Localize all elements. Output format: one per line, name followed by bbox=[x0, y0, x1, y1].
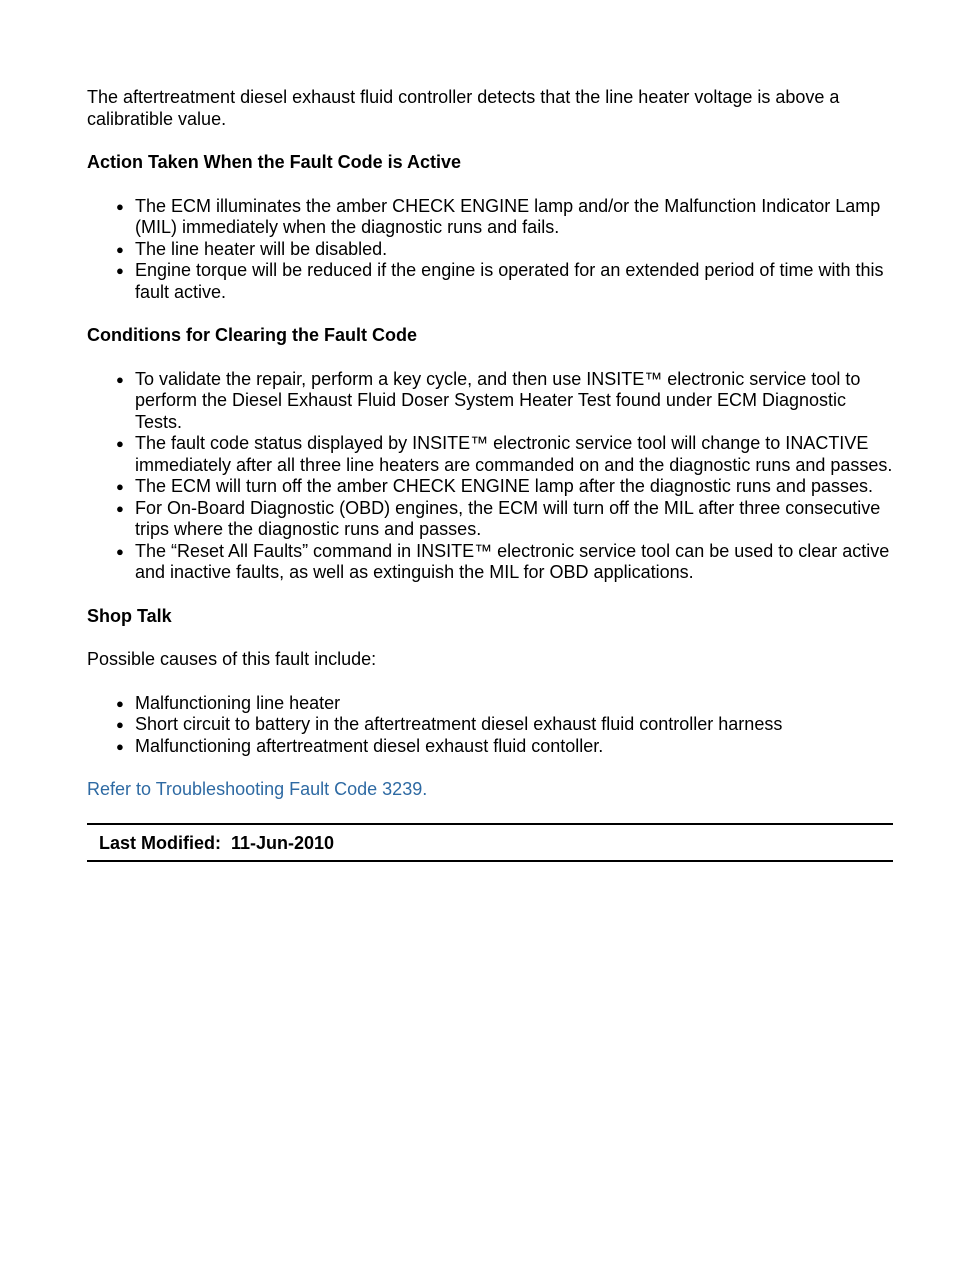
clearing-list bbox=[87, 369, 893, 584]
bullet-icon: ● bbox=[116, 263, 124, 278]
list-item: ● The line heater will be disabled. bbox=[116, 238, 388, 259]
list-item: ● The fault code status displayed by INSITE™ electronic service tool will change to INACTIVE immediately after all three line heaters are commanded on and the diagnostic runs and passes. bbox=[116, 433, 893, 475]
causes-list bbox=[87, 693, 893, 758]
bullet-icon: ● bbox=[116, 738, 124, 754]
action-list bbox=[87, 196, 893, 304]
bullet-icon: ● bbox=[116, 479, 124, 494]
bullet-icon: ● bbox=[116, 198, 124, 214]
last-modified-bar: Last Modified: 11-Jun-2010 bbox=[87, 823, 893, 863]
list-item: ● Malfunctioning aftertreatment diesel exhaust fluid contoller. bbox=[116, 735, 604, 756]
list-item: ● Engine torque will be reduced if the engine is operated for an extended period of time with this fault active. bbox=[116, 260, 884, 302]
bullet-icon: ● bbox=[116, 436, 124, 451]
list-item: ● For On-Board Diagnostic (OBD) engines, the ECM will turn off the MIL after three consecutive trips where the diagnostic runs and passes. bbox=[116, 497, 881, 539]
bullet-icon: ● bbox=[116, 500, 124, 516]
bullet-icon: ● bbox=[116, 241, 124, 257]
list-item: ● To validate the repair, perform a key cycle, and then use INSITE™ electronic service tool to perform the Diesel Exhaust Fluid Doser System Heater Test found under ECM Diagnostic Tests. bbox=[116, 368, 861, 432]
list-item: ● The “Reset All Faults” command in INSITE™ electronic service tool can be used to clear active and inactive faults, as well as extinguish the MIL for OBD applications. bbox=[116, 540, 890, 582]
list-item: ● Malfunctioning line heater bbox=[116, 692, 341, 713]
list-item: ● Short circuit to battery in the aftertreatment diesel exhaust fluid controller harness bbox=[116, 714, 783, 734]
bullet-icon: ● bbox=[116, 543, 124, 559]
shop-talk-text: Possible causes of this fault include: bbox=[87, 649, 377, 669]
intro-paragraph: The aftertreatment diesel exhaust fluid controller detects that the line heater voltage is above a calibratible value. bbox=[87, 87, 840, 129]
clearing-heading: Conditions for Clearing the Fault Code bbox=[87, 325, 417, 345]
action-heading: Action Taken When the Fault Code is Active bbox=[87, 152, 462, 172]
list-item: ● The ECM will turn off the amber CHECK ENGINE lamp after the diagnostic runs and passes. bbox=[116, 476, 873, 496]
shop-talk-heading: Shop Talk bbox=[87, 605, 172, 626]
document-body bbox=[87, 87, 893, 862]
list-item: ● The ECM illuminates the amber CHECK ENGINE lamp and/or the Malfunction Indicator Lamp (MIL) immediately when the diagnostic runs and fails. bbox=[116, 195, 881, 237]
troubleshooting-link[interactable]: Refer to Troubleshooting Fault Code 3239. bbox=[87, 779, 428, 799]
bullet-icon: ● bbox=[116, 717, 124, 732]
bullet-icon: ● bbox=[116, 371, 124, 387]
bullet-icon: ● bbox=[116, 695, 124, 711]
